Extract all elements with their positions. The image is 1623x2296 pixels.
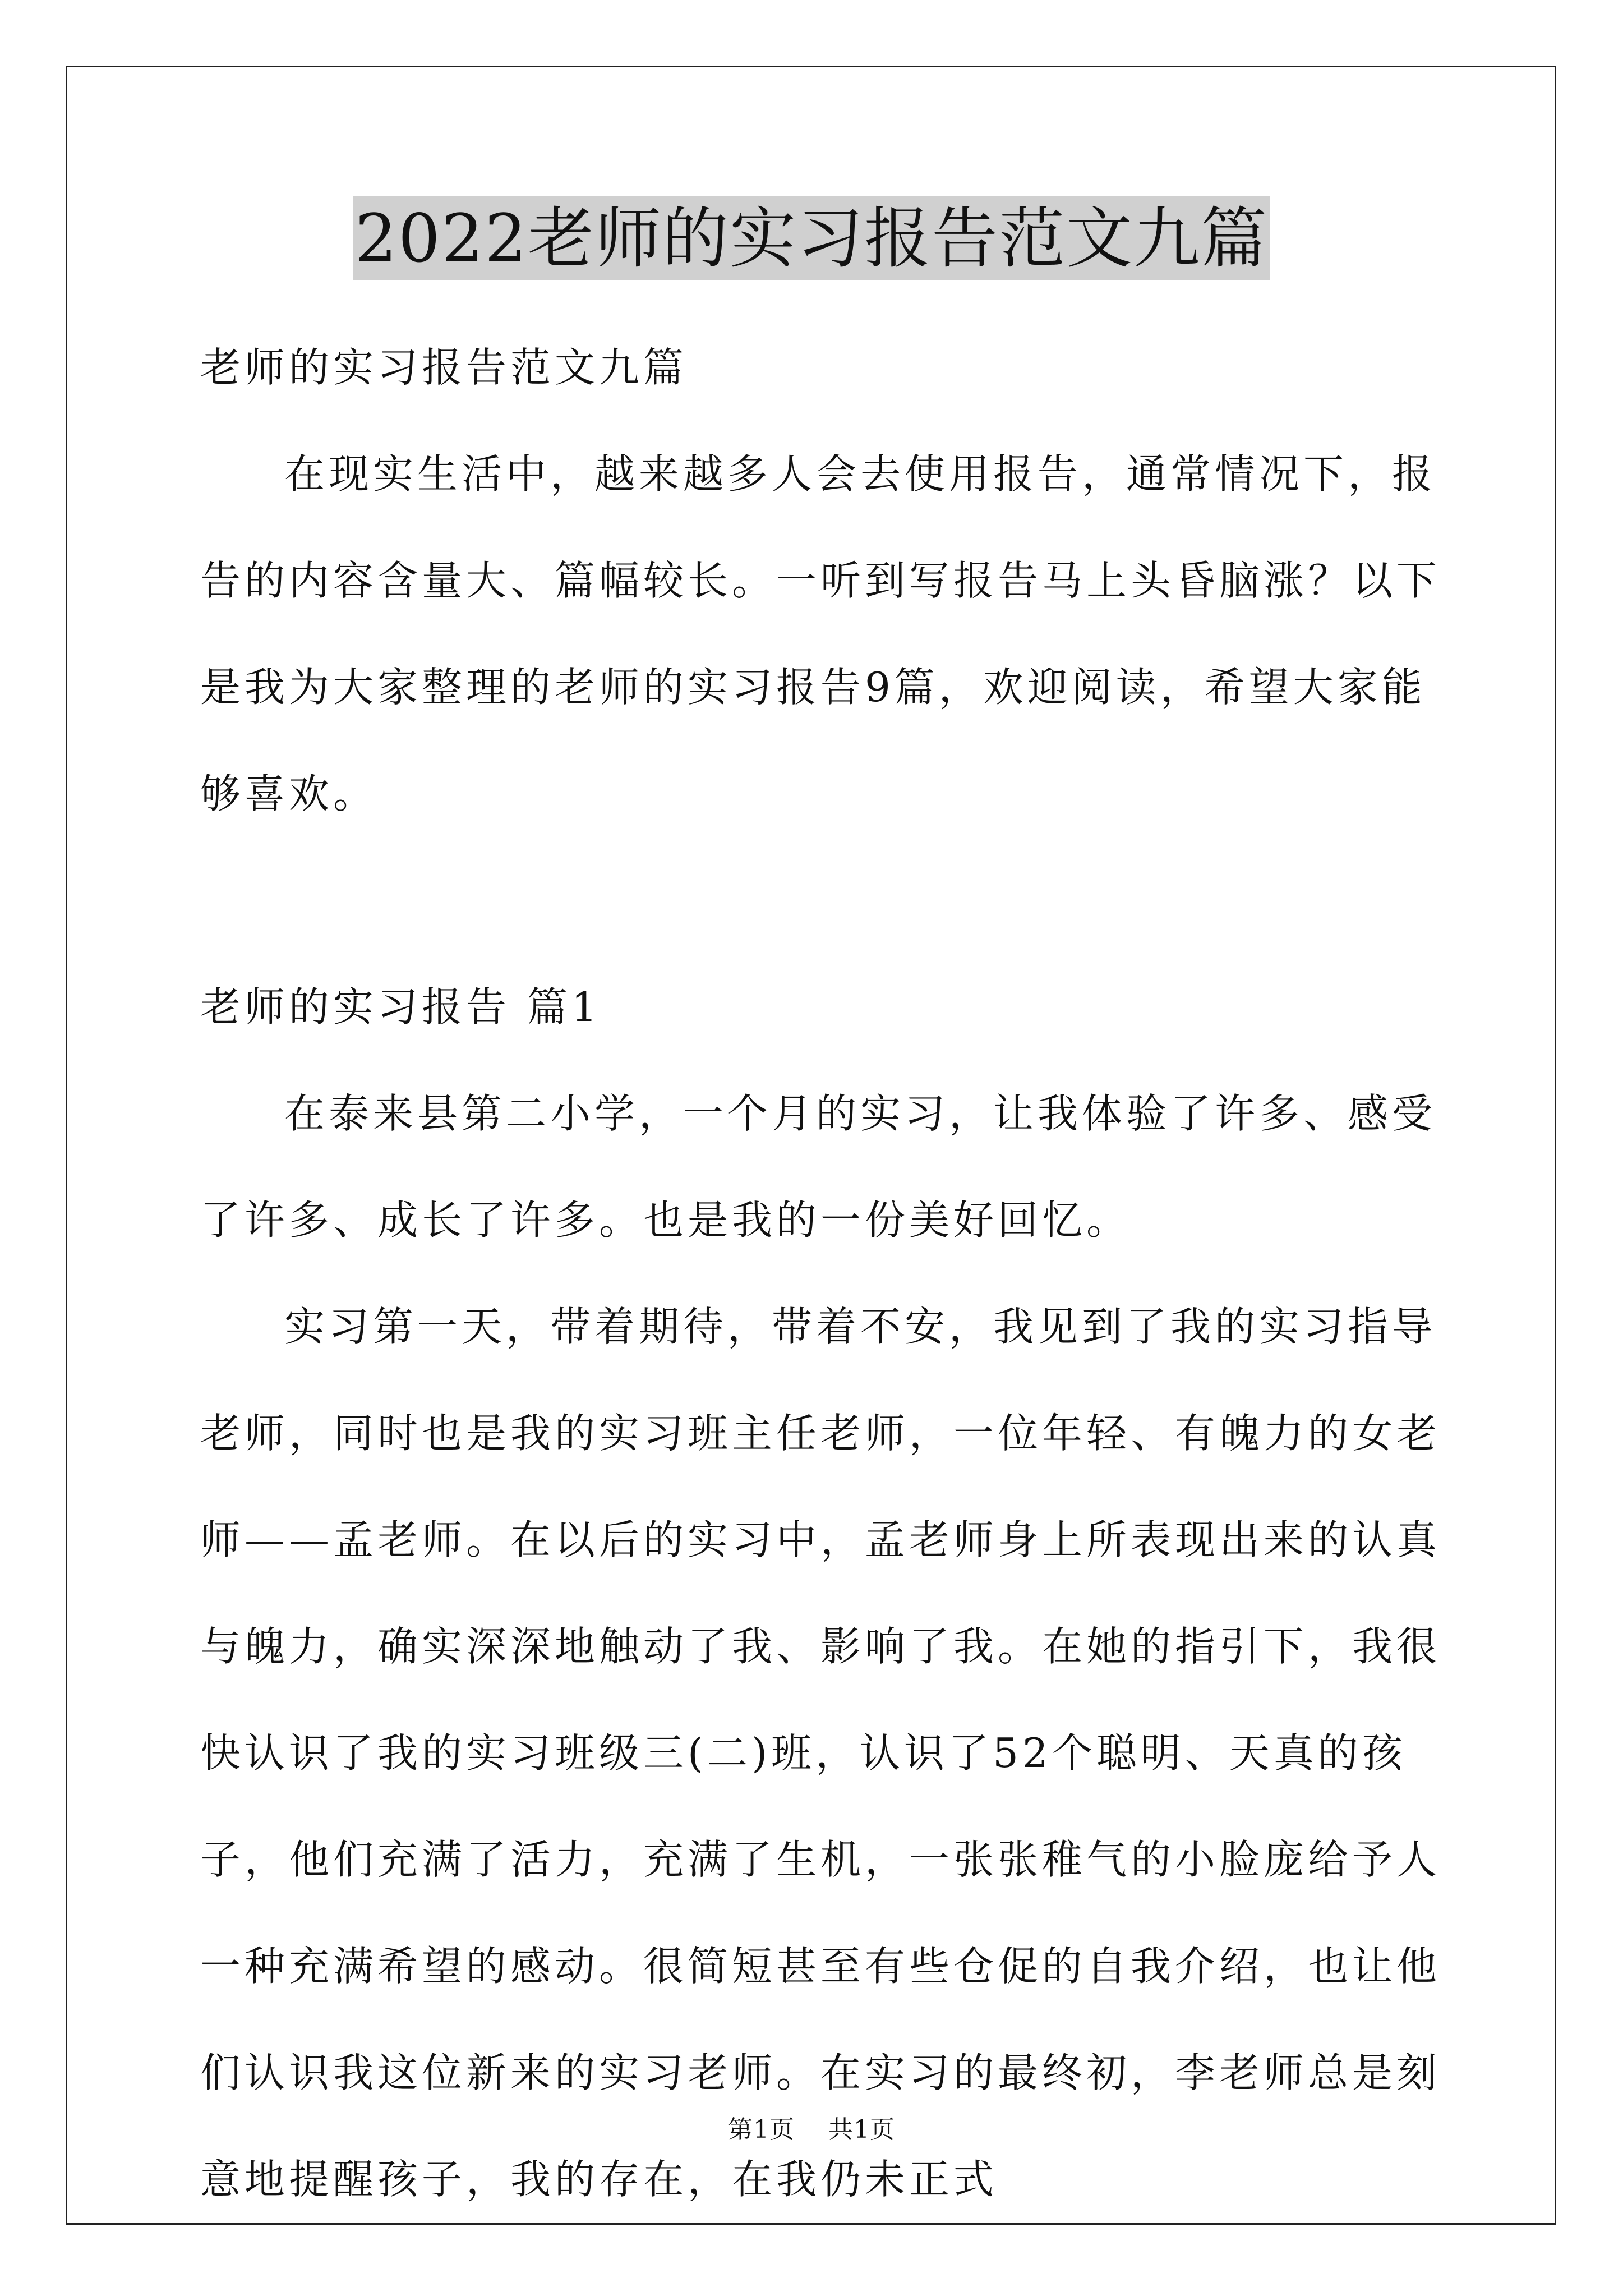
body-paragraph: 在泰来县第二小学，一个月的实习，让我体验了许多、感受了许多、成长了许多。也是我的一份美好回忆。 (200, 1090, 1437, 1244)
page-footer (0, 2109, 1623, 2145)
document-title-text: 2022老师的实习报告范文九篇 (353, 196, 1270, 280)
document-subtitle: 老师的实习报告范文九篇 (200, 344, 688, 391)
section-heading: 老师的实习报告 篇1 (200, 983, 601, 1030)
document-body (200, 314, 1468, 2233)
page-total: 共1页 (828, 2115, 895, 2144)
intro-paragraph: 在现实生活中，越来越多人会去使用报告，通常情况下，报告的内容含量大、篇幅较长。一听到写报告马上头昏脑涨？以下是我为大家整理的老师的实习报告9篇，欢迎阅读，希望大家能够喜欢。 (200, 450, 1441, 817)
section-spacer (200, 847, 1468, 954)
body-paragraph: 实习第一天，带着期待，带着不安，我见到了我的实习指导老师，同时也是我的实习班主任老师，一位年轻、有魄力的女老师——孟老师。在以后的实习中，孟老师身上所表现出来的认真与魄力，确实深深地触动了我、影响了我。在她的指引下，我很快认识了我的实习班级三(二)班，认识了52个聪明、天真的孩子，他们充满了活力，充满了生机，一张张稚气的小脸庞给予人一种充满希望的感动。很简短甚至有些仓促的自我介绍，也让他们认识我这位新来的实习老师。在实习的最终初，李老师总是刻意地提醒孩子，我的存在，在我仍未正式 (200, 1303, 1441, 2203)
document-title (0, 196, 1623, 280)
page-number: 第1页 (728, 2115, 795, 2144)
